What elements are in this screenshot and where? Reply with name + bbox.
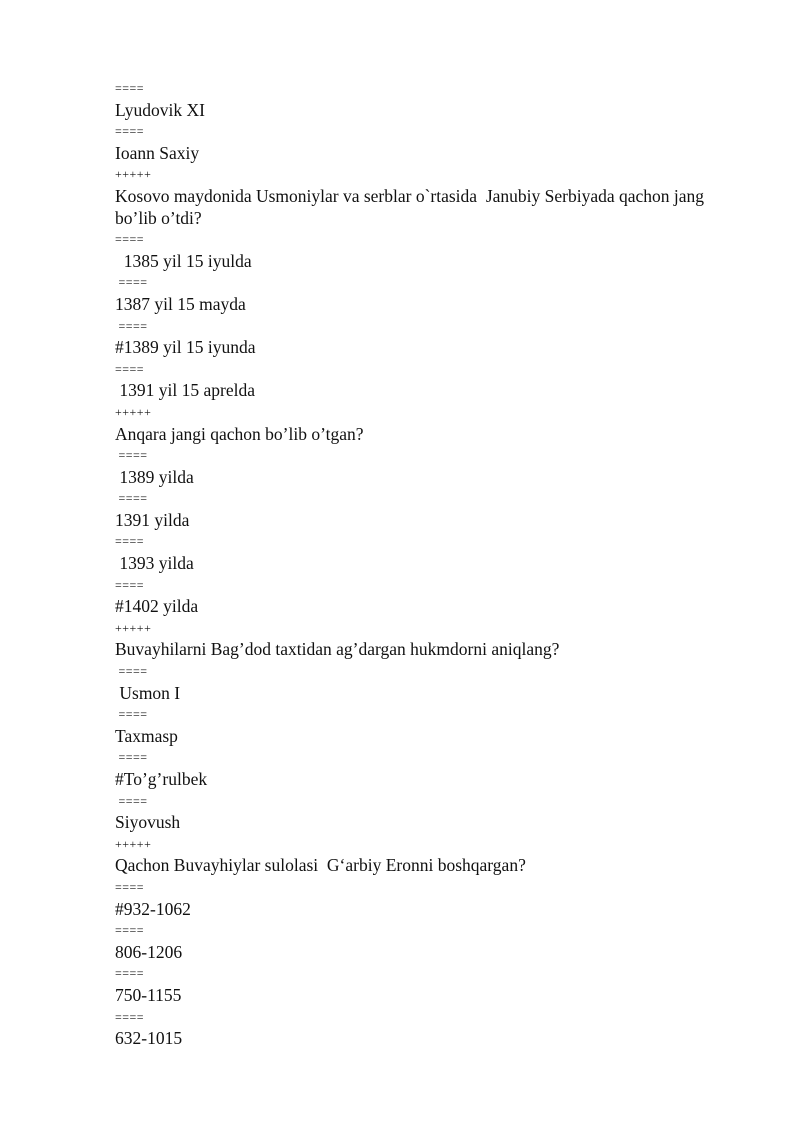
separator-line: ==== xyxy=(115,793,148,808)
separator-line: ==== xyxy=(115,879,145,894)
separator-line: ==== xyxy=(115,664,148,679)
question-separator: +++++ xyxy=(115,836,152,851)
question-text: Qachon Buvayhiylar sulolasi G‘arbiy Eronni boshqargan? xyxy=(115,855,526,876)
question-separator: +++++ xyxy=(115,620,152,635)
separator-line: ==== xyxy=(115,577,145,592)
answer-option: 1391 yil 15 aprelda xyxy=(115,380,255,401)
separator-line: ==== xyxy=(115,534,145,549)
answer-option: Siyovush xyxy=(115,812,181,833)
separator-line: ==== xyxy=(115,448,148,463)
answer-option: Lyudovik XI xyxy=(115,99,205,120)
answer-option: 1391 yilda xyxy=(115,509,190,530)
separator-line: ==== xyxy=(115,318,148,333)
answer-option: 750-1155 xyxy=(115,984,182,1005)
answer-option: Usmon I xyxy=(115,682,181,703)
separator-line: ==== xyxy=(115,124,145,139)
answer-option: 1393 yilda xyxy=(115,553,194,574)
question-text: Kosovo maydonida Usmoniylar va serblar o`rtasida Janubiy Serbiyada qachon jang bo’lib o’tdi? xyxy=(115,185,709,228)
separator-line: ==== xyxy=(115,361,145,376)
answer-option-correct: #To’g’rulbek xyxy=(115,769,208,789)
separator-line: ==== xyxy=(115,491,148,506)
separator-line: ==== xyxy=(115,923,145,938)
document-page xyxy=(115,78,715,1050)
separator-line: ==== xyxy=(115,707,148,722)
answer-option-correct: #1402 yilda xyxy=(115,596,199,617)
answer-option: Taxmasp xyxy=(115,725,178,746)
separator-line: ==== xyxy=(115,1009,145,1024)
question-separator: +++++ xyxy=(115,167,152,182)
answer-option: 1387 yil 15 mayda xyxy=(115,293,246,314)
question-separator: +++++ xyxy=(115,404,152,419)
answer-option: Ioann Saxiy xyxy=(115,142,200,163)
separator-line: ==== xyxy=(115,232,145,247)
answer-option: 1385 yil 15 iyulda xyxy=(115,250,252,271)
answer-option: 632-1015 xyxy=(115,1028,183,1049)
separator-line: ==== xyxy=(115,966,145,981)
answer-option: 1389 yilda xyxy=(115,466,194,487)
answer-option-correct: #1389 yil 15 iyunda xyxy=(115,337,256,358)
separator-line: ==== xyxy=(115,275,148,290)
question-text: Buvayhilarni Bag’dod taxtidan ag’dargan hukmdorni aniqlang? xyxy=(115,639,560,660)
question-text: Anqara jangi qachon bo’lib o’tgan? xyxy=(115,423,364,444)
answer-option-correct: #932-1062 xyxy=(115,898,191,919)
separator-line: ==== xyxy=(115,81,145,95)
answer-option: 806-1206 xyxy=(115,941,183,962)
separator-line: ==== xyxy=(115,750,148,765)
